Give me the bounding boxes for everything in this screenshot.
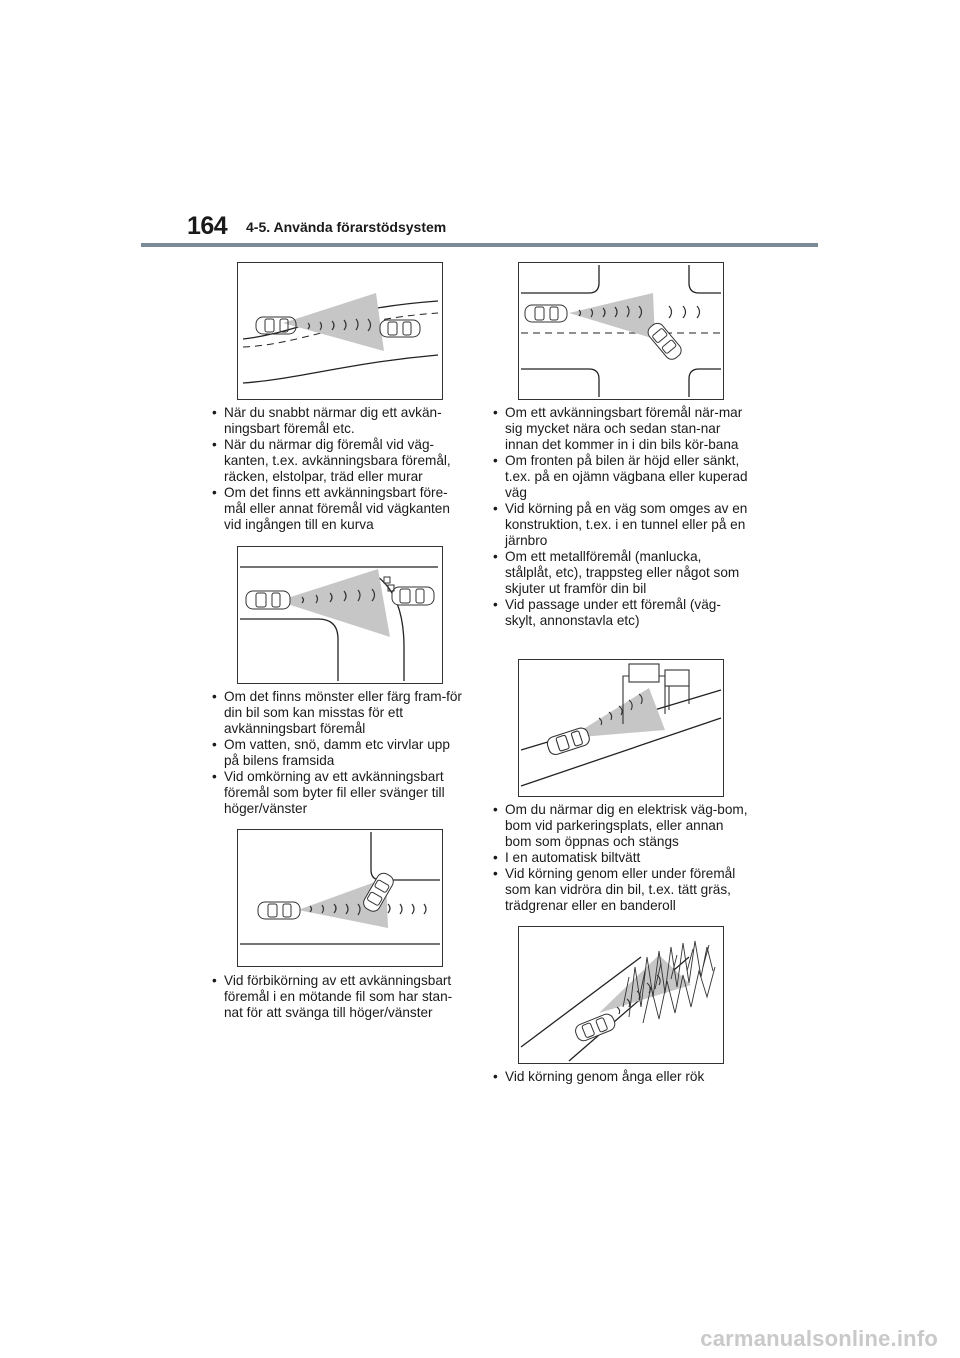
page-number: 164 xyxy=(187,212,228,240)
illustration-corner-object xyxy=(237,546,443,684)
illustration-oncoming-turn xyxy=(237,829,443,967)
list-item: • Om det finns mönster eller färg fram-för din bil som kan misstas för ett avkänningsbart föremål xyxy=(212,689,467,737)
list-item: • Vid förbikörning av ett avkänningsbart föremål i en mötande fil som har stan-nat för att svänga till höger/vänster xyxy=(212,973,467,1021)
watermark: carmanualsonline.info xyxy=(700,1326,938,1351)
illustration-overhead-sign xyxy=(518,659,724,797)
list-item: • Vid passage under ett föremål (väg-skylt, annonstavla etc) xyxy=(493,597,748,629)
illustration-curve-road xyxy=(237,262,443,400)
section-title: 4-5. Använda förarstödsystem xyxy=(246,219,447,235)
list-item: • Om du närmar dig en elektrisk väg-bom, bom vid parkeringsplats, eller annan bom som öppnas och stängs xyxy=(493,802,748,850)
header-rule xyxy=(141,243,818,247)
list-item: • Om det finns ett avkänningsbart före-mål eller annat föremål vid vägkanten vid ingången till en kurva xyxy=(212,485,467,533)
list-item: • När du närmar dig föremål vid väg-kanten, t.ex. avkänningsbara föremål, räcken, elstolpar, träd eller murar xyxy=(212,437,467,485)
bullet-list-left-1 xyxy=(212,405,467,533)
bullet-list-right-1 xyxy=(493,405,748,629)
list-item: • Vid omkörning av ett avkänningsbart föremål som byter fil eller svänger till höger/vänster xyxy=(212,769,467,817)
list-item: • Om vatten, snö, damm etc virvlar upp på bilens framsida xyxy=(212,737,467,769)
bullet-list-left-3 xyxy=(212,973,467,1021)
illustration-crossing-vehicle xyxy=(518,262,724,400)
bullet-list-right-2 xyxy=(493,802,748,914)
bullet-list-left-2 xyxy=(212,689,467,817)
illustration-tall-grass xyxy=(518,926,724,1064)
list-item: • Om ett avkänningsbart föremål när-mar sig mycket nära och sedan stan-nar innan det kommer in i din bils kör-bana xyxy=(493,405,748,453)
list-item: • När du snabbt närmar dig ett avkän-ningsbart föremål etc. xyxy=(212,405,467,437)
list-item: • Vid körning genom eller under föremål som kan vidröra din bil, t.ex. tätt gräs, trädgrenar eller en banderoll xyxy=(493,866,748,914)
list-item: • Vid körning på en väg som omges av en konstruktion, t.ex. i en tunnel eller på en järnbro xyxy=(493,501,748,549)
bullet-list-right-3 xyxy=(493,1069,748,1085)
list-item: • Om ett metallföremål (manlucka, stålplåt, etc), trappsteg eller något som skjuter ut framför din bil xyxy=(493,549,748,597)
list-item: • Vid körning genom ånga eller rök xyxy=(493,1069,748,1085)
list-item: • I en automatisk biltvätt xyxy=(493,850,748,866)
list-item: • Om fronten på bilen är höjd eller sänkt, t.ex. på en ojämn vägbana eller kuperad väg xyxy=(493,453,748,501)
